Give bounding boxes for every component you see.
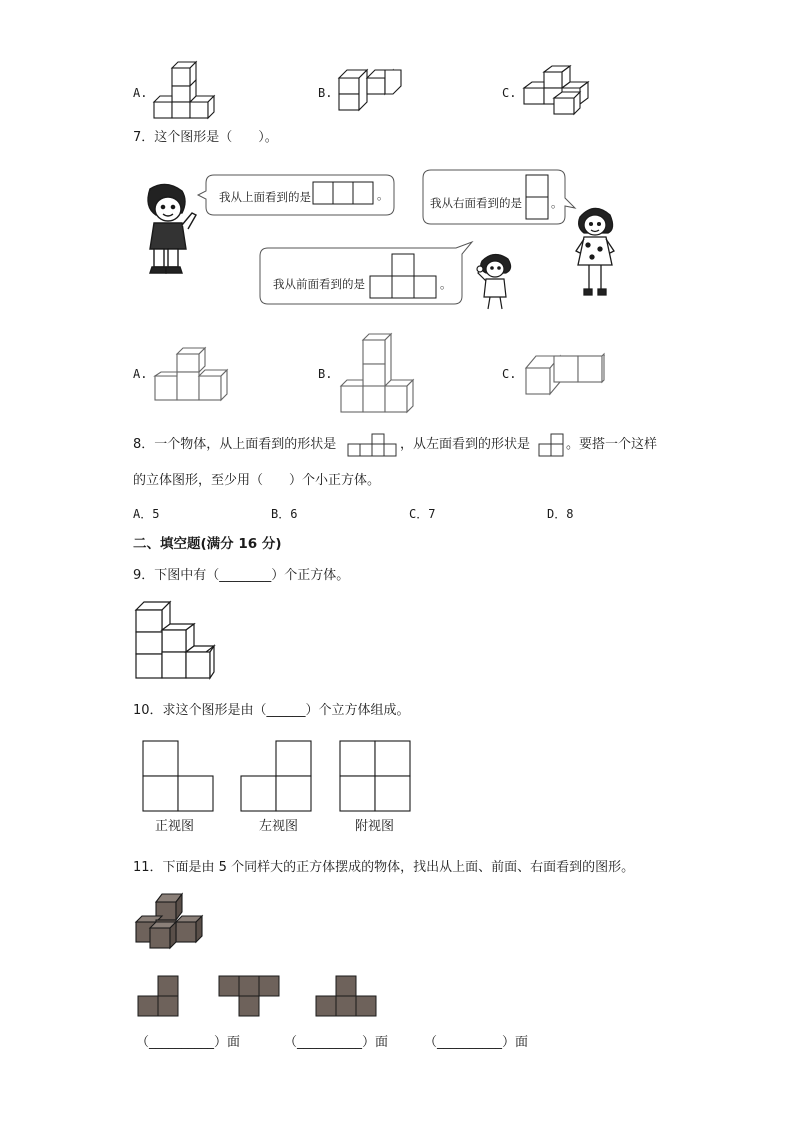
boy-illustration [136, 183, 200, 275]
q8-option-d[interactable]: D．8 [547, 507, 574, 521]
q8-top-view-shape [347, 433, 399, 457]
q10-stem: 10．求这个图形是由（______）个立方体组成。 [133, 703, 410, 718]
q8-option-b[interactable]: B．6 [271, 507, 298, 521]
q7-stem: 7．这个图形是（ ）。 [133, 130, 278, 145]
q11-view-shape-3 [315, 975, 377, 1017]
q7-option-a-label[interactable]: A. [133, 367, 148, 381]
q10-left-view-label: 左视图 [259, 819, 299, 834]
q7-option-a-figure [155, 346, 229, 402]
girl-illustration [572, 203, 618, 301]
q8-option-c[interactable]: C．7 [409, 507, 436, 521]
q8-line1-part1: 8．一个物体，从上面看到的形状是 [133, 437, 337, 452]
q9-stem: 9．下图中有（________）个正方体。 [133, 568, 350, 583]
bubble-top-end: 。 [377, 188, 389, 202]
q6-option-b-figure [337, 68, 405, 114]
section-heading-fill-in: 二、填空题(满分 16 分) [133, 536, 282, 552]
small-boy-illustration [474, 251, 518, 313]
q11-blank-3[interactable]: （__________）面 [424, 1035, 529, 1050]
q10-front-view-label: 正视图 [155, 819, 195, 834]
q8-option-a[interactable]: A．5 [133, 507, 160, 521]
q11-solid-figure [134, 892, 208, 952]
q11-stem: 11．下面是由 5 个同样大的正方体摆成的物体，找出从上面、前面、右面看到的图形。 [133, 860, 635, 875]
q8-line1-part2: ，从左面看到的形状是 [400, 437, 531, 452]
bubble-front-end: 。 [440, 277, 452, 291]
q8-left-view-shape [538, 433, 566, 457]
q6-option-c-figure [522, 64, 592, 118]
q10-top-view [339, 740, 411, 812]
q11-view-shape-1 [137, 975, 179, 1017]
q11-blank-2[interactable]: （__________）面 [284, 1035, 389, 1050]
front-view-shape [370, 253, 436, 299]
bubble-top-text: 我从上面看到的是 [219, 190, 311, 204]
q6-option-c-label[interactable]: C. [502, 86, 517, 100]
q11-blank-1[interactable]: （__________）面 [136, 1035, 241, 1050]
speech-bubble-front [258, 246, 474, 306]
bubble-right-end: 。 [551, 196, 563, 210]
q10-front-view [142, 740, 214, 812]
q7-option-c-label[interactable]: C. [502, 367, 517, 381]
bubble-front-text: 我从前面看到的是 [273, 277, 365, 291]
q6-option-a-figure [152, 60, 218, 122]
q6-option-b-label[interactable]: B. [318, 86, 333, 100]
q6-option-a-label[interactable]: A. [133, 86, 148, 100]
q9-cube-figure [134, 600, 216, 682]
top-view-shape [312, 181, 374, 205]
q8-line1-part3: 。要搭一个这样 [566, 437, 658, 452]
q10-left-view [240, 740, 312, 812]
right-view-shape [525, 174, 549, 220]
bubble-right-text: 我从右面看到的是 [430, 196, 522, 210]
q7-option-b-figure [341, 334, 417, 414]
q7-option-b-label[interactable]: B. [318, 367, 333, 381]
q8-line2: 的立体图形，至少用（ ）个小正方体。 [133, 473, 381, 488]
q10-top-view-label: 附视图 [355, 819, 395, 834]
q11-view-shape-2 [218, 975, 280, 1017]
q7-option-c-figure [526, 354, 608, 396]
